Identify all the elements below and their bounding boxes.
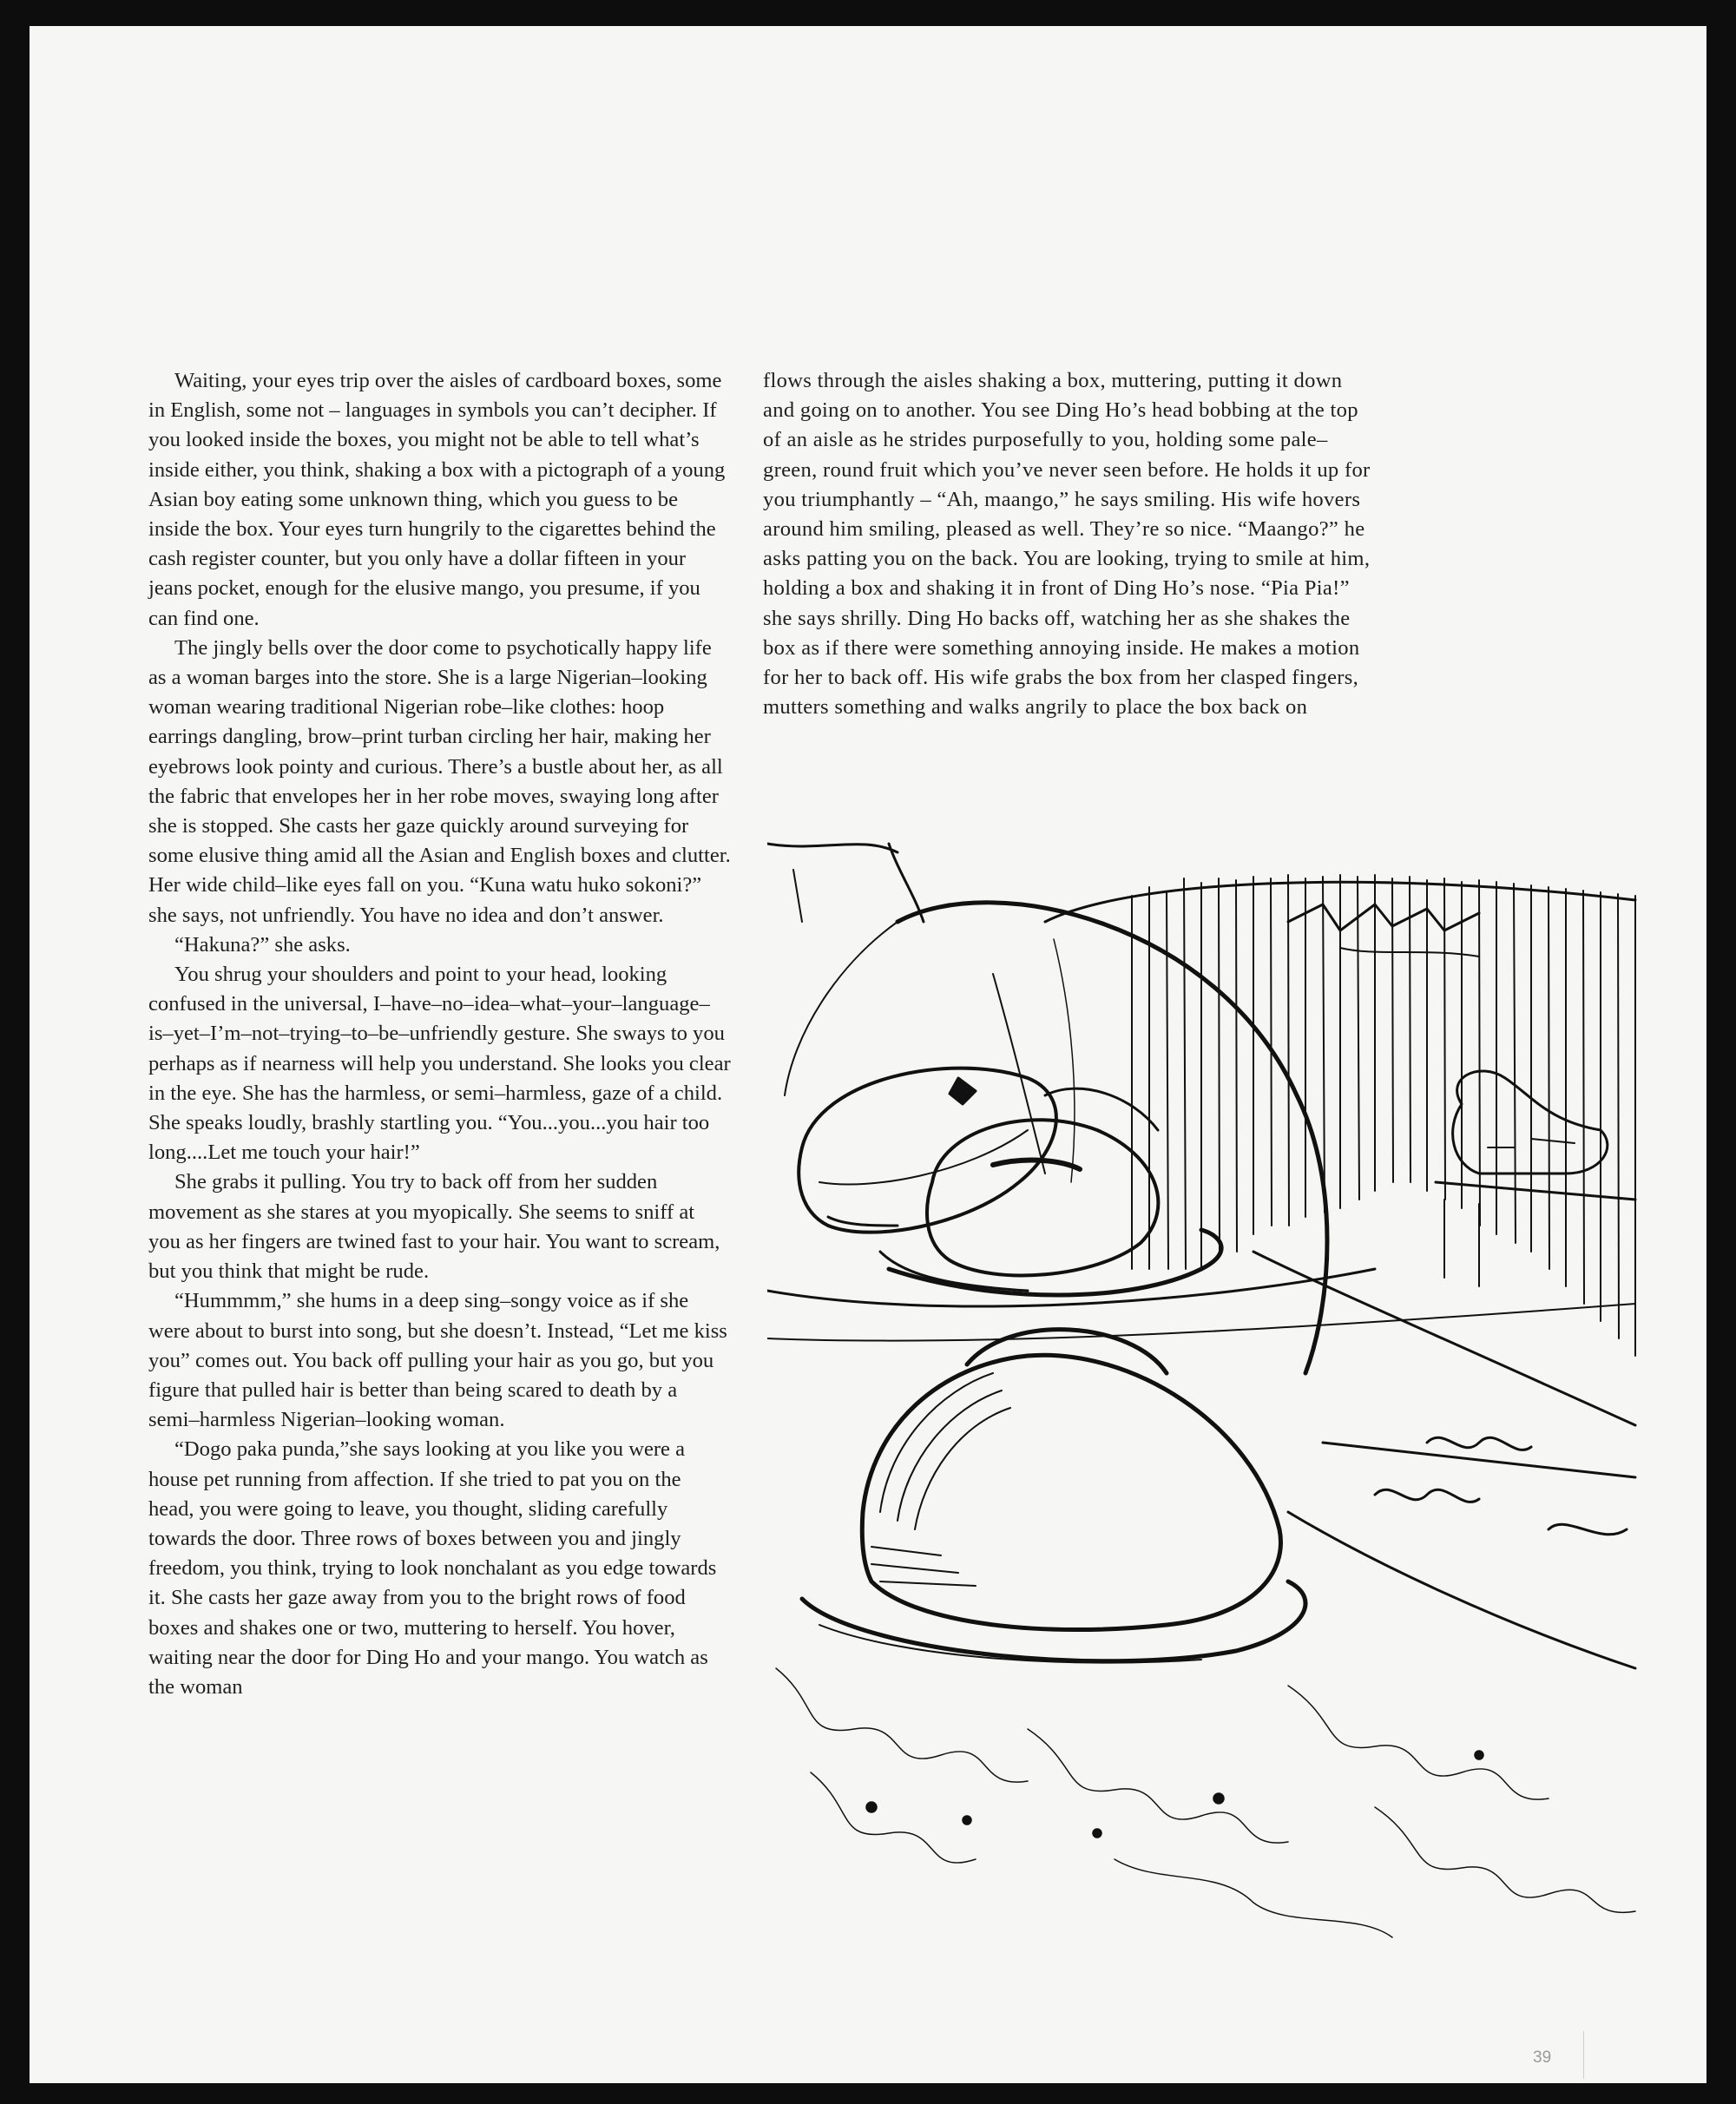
- paragraph: “Hakuna?” she asks.: [174, 932, 351, 957]
- paragraph: “Hummmm,” she hums in a deep sing–songy voice as if she were about to burst into song, but she doesn’t. Instead, “Let me kiss you” comes out. You back off pulling your hair as you go, but you figure that pulled hair is better than being scared to death by a semi–harmless Nigerian–looking woman.: [148, 1289, 727, 1432]
- paragraph: She grabs it pulling. You try to back off from her sudden movement as she stares at you myopically. She seems to sniff at you as her fingers are twined fast to your hair. You want to scream, but you think that might be rude.: [148, 1170, 720, 1284]
- left-text-column: [148, 366, 731, 1702]
- paragraph: “Dogo paka punda,”she says looking at you like you were a house pet running from affection. If she tried to pat you on the head, you were going to leave, you thought, sliding carefully towards the door. Three rows of boxes between you and jingly freedom, you think, trying to look nonchalant as you edge towards it. She casts her gaze away from you to the bright rows of food boxes and shakes one or two, muttering to herself. You hover, waiting near the door for Ding Ho and your mango. You watch as the woman: [148, 1437, 717, 1699]
- paragraph: The jingly bells over the door come to psychotically happy life as a woman barges into the store. She is a large Nigerian–looking woman wearing traditional Nigerian robe–like clothes: hoop earrings dangling, brow–print turban circling her hair, making her eyebrows look pointy and curious. There’s a bustle about her, as all the fabric that envelopes her in her robe moves, swaying long after she is stopped. She casts her gaze quickly around surveying for some elusive thing amid all the Asian and English boxes and clutter. Her wide child–like eyes fall on you. “Kuna watu huko sokoni?” she says, not unfriendly. You have no idea and don’t answer.: [148, 635, 731, 927]
- margin-divider: [1583, 2031, 1584, 2079]
- paragraph: flows through the aisles shaking a box, muttering, putting it down and going on to another. You see Ding Ho’s head bobbing at the top of an aisle as he strides purposefully to you, holding some pale–green, round fruit which you’ve never seen before. He holds it up for you triumphantly – “Ah, maango,” he says smiling. His wife hovers around him smiling, pleased as well. They’re so nice. “Maango?” he asks patting you on the back. You are looking, trying to smile at him, holding a box and shaking it in front of Ding Ho’s nose. “Pia Pia!” she says shrilly. Ding Ho backs off, watching her as she shakes the box as if there were something annoying inside. He makes a motion for her to back off. His wife grabs the box from her clasped fingers, mutters something and walks angrily to place the box back on: [763, 369, 1371, 720]
- paragraph: Waiting, your eyes trip over the aisles of cardboard boxes, some in English, some not – languages in symbols you can’t decipher. If you looked inside the boxes, you might not be able to tell what’s inside either, you think, shaking a box with a pictograph of a young Asian boy eating some unknown thing, which you guess to be inside the box. Your eyes turn hungrily to the cigarettes behind the cash register counter, but you only have a dollar fifteen in your jeans pocket, enough for the elusive mango, you presume, if you can find one.: [148, 369, 726, 630]
- right-text-column: [763, 366, 1375, 722]
- page-number: 39: [1533, 2048, 1552, 2067]
- page: [30, 26, 1706, 2083]
- ink-sketch-illustration: [767, 818, 1644, 1946]
- paragraph: You shrug your shoulders and point to your head, looking confused in the universal, I–have–no–idea–what–your–language–is–yet–I’m–not–trying–to–be–unfriendly gesture. She sways to you perhaps as if nearness will help you understand. She looks you clear in the eye. She has the harmless, or semi–harmless, gaze of a child. She speaks loudly, brashly startling you. “You...you...you hair too long....Let me touch your hair!”: [148, 963, 731, 1165]
